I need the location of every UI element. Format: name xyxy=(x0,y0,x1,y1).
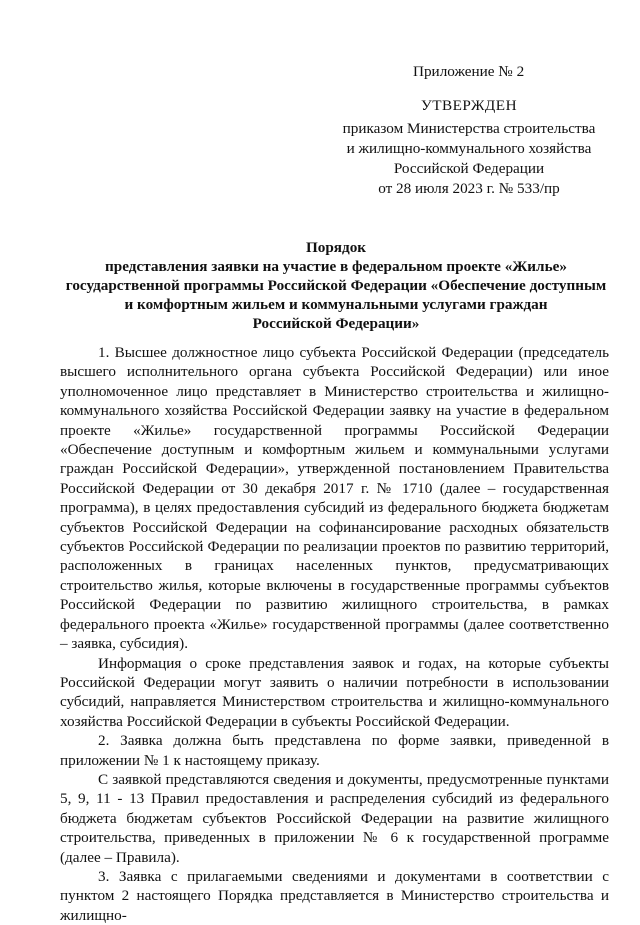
document-title xyxy=(60,238,612,333)
paragraph-2: 2. Заявка должна быть представлена по форме заявки, приведенной в приложении № 1 к настоящему приказу. xyxy=(60,732,609,769)
approval-stamp xyxy=(333,96,605,199)
paragraph-3: 3. Заявка с прилагаемыми сведениями и документами в соответствии с пунктом 2 настоящего Порядка представляется в Министерство строительства и жилищно- xyxy=(60,867,609,924)
title-line: государственной программы Российской Федерации «Обеспечение доступным xyxy=(65,277,607,294)
paragraph-attachments: С заявкой представляются сведения и документы, предусмотренные пунктами 5, 9, 11 - 13 Правил предоставления и распределения субсидий из федерального бюджета бюджетам субъектов Российской Федерации на развитие жилищного строительства, приведенных в приложении № 6 к государственной программе (далее – Правила). xyxy=(60,770,609,866)
title-line: и комфортным жильем и коммунальными услугами граждан xyxy=(124,296,548,313)
title-main: Порядок xyxy=(305,239,367,256)
approval-line: приказом Министерства строительства xyxy=(342,120,596,137)
document-body xyxy=(60,343,609,925)
approval-heading: УТВЕРЖДЕН xyxy=(420,97,518,114)
paragraph-information: Информация о сроке представления заявок и годах, на которые субъекты Российской Федерации могут заявить о наличии потребности в использовании субсидий, направляется Министерством строительства и жилищно-коммунального хозяйства Российской Федерации в субъекты Российской Федерации. xyxy=(60,654,609,730)
approval-date-line: от 28 июля 2023 г. № 533/пр xyxy=(378,180,560,197)
approval-line: и жилищно-коммунального хозяйства xyxy=(346,140,592,157)
title-line: представления заявки на участие в федеральном проекте «Жилье» xyxy=(105,258,567,275)
paragraph-1: 1. Высшее должностное лицо субъекта Российской Федерации (председатель высшего исполнительного органа субъекта Российской Федерации) или иное уполномоченное лицо представляет в Министерство строительства и жилищно-коммунального хозяйства Российской Федерации заявку на участие в федеральном проекте «Жилье» государственной программы Российской Федерации «Обеспечение доступным и комфортным жильем и коммунальными услугами граждан Российской Федерации», утвержденной постановлением Правительства Российской Федерации от 30 декабря 2017 г. № 1710 (далее – государственная программа), в целях предоставления субсидий из федерального бюджета бюджетам субъектов Российской Федерации на софинансирование расходных обязательств субъектов Российской Федерации по реализации проектов по развитию территорий, расположенных в границах населенных пунктов, предусматривающих строительство жилья, которые включены в государственные программы субъектов Российской Федерации по развитию жилищного строительства, в рамках федерального проекта «Жилье» государственной программы (далее соответственно – заявка, субсидия). xyxy=(60,344,609,653)
title-line: Российской Федерации» xyxy=(252,315,420,332)
appendix-label: Приложение № 2 xyxy=(413,63,525,80)
approval-line: Российской Федерации xyxy=(393,160,545,177)
